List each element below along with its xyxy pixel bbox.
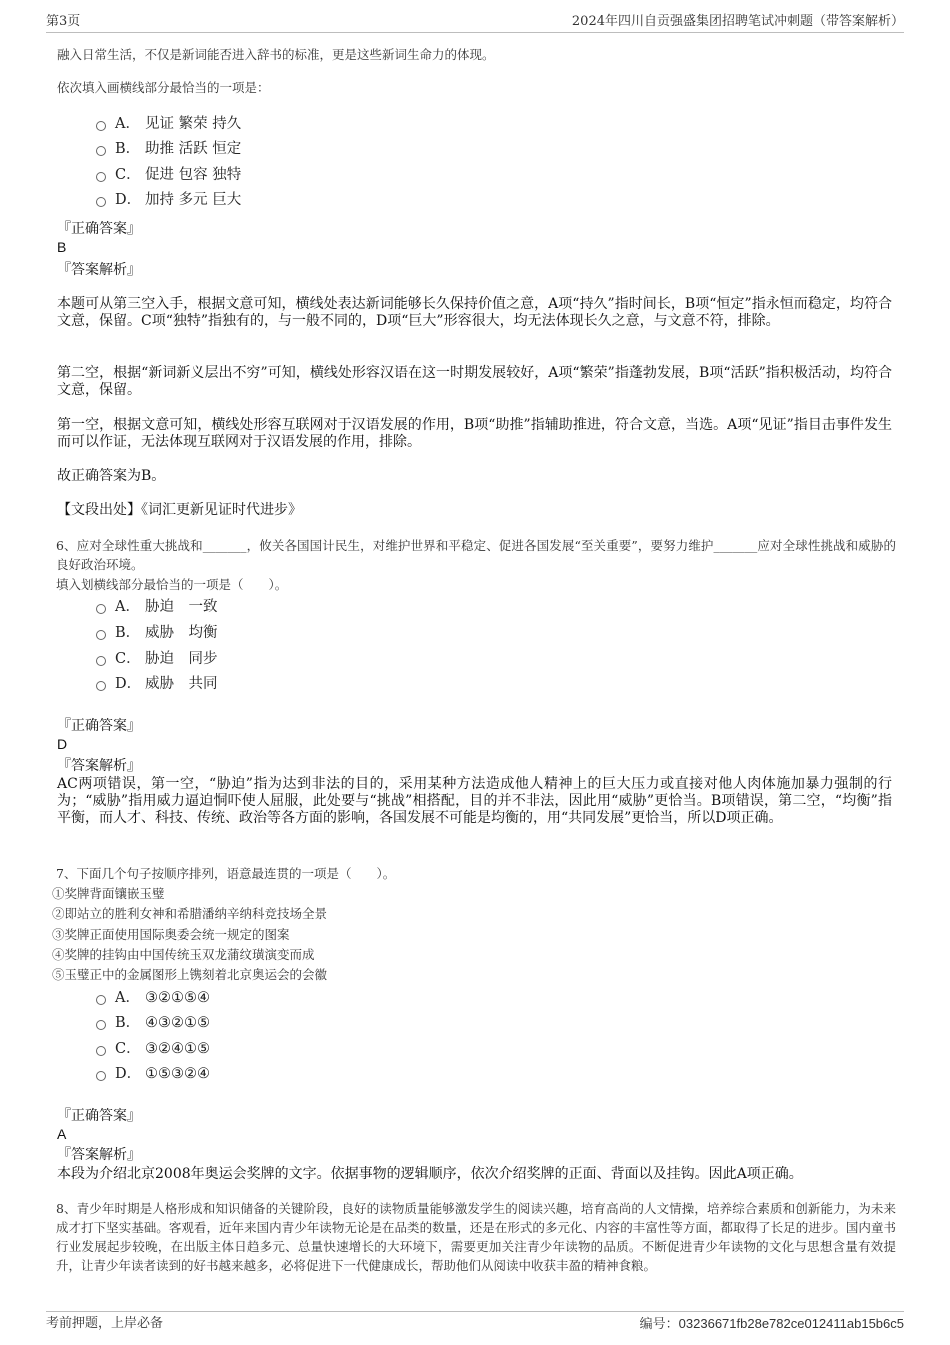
q6-option-c[interactable]: C． 胁迫 同步 [96, 649, 218, 669]
q5-analysis-para-3: 第一空，根据文意可知，横线处形容互联网对于汉语发展的作用，B项“助推”指辅助推进，符合文意，当选。A项“见证”指目击事件发生而可以作证，无法体现互联网对于汉语发展的作用，排除。 [57, 417, 892, 450]
radio-icon[interactable] [96, 172, 106, 182]
q7-answer: A [57, 1126, 67, 1142]
q7-sentence-5: ⑤玉璧正中的金属图形上镌刻着北京奥运会的会徽 [52, 967, 328, 982]
q5-analysis-para-1: 本题可从第三空入手，根据文意可知，横线处表达新词能够长久保持价值之意，A项“持久”指时间长，B项“恒定”指永恒而稳定，均符合文意，保留。C项“独特”指独有的，与一般不同的，D项“巨大”形容很大，均无法体现长久之意，与文意不符，排除。 [57, 296, 892, 329]
q5-analysis-label: 『答案解析』 [57, 262, 141, 278]
q6-analysis: AC两项错误，第一空，“胁迫”指为达到非法的目的，采用某种方法造成他人精神上的巨大压力或直接对他人肉体施加暴力强制的行为；“威胁”指用威力逼迫恫吓使人屈服，此处要与“挑战”相搭配，目的并不非法，因此用“威胁”更恰当。B项错误，第二空，“均衡”指平衡，而人才、科技、传统、政治等各方面的影响，各国发展不可能是均衡的，用“共同发展”更恰当，所以D项正确。 [57, 776, 892, 826]
q5-analysis-conclusion: 故正确答案为B。 [57, 468, 166, 484]
page-footer [46, 1311, 904, 1334]
document-title: 2024年四川自贡强盛集团招聘笔试冲刺题（带答案解析） [571, 14, 904, 29]
q6-option-b[interactable]: B． 威胁 均衡 [96, 623, 218, 643]
q5-option-c[interactable]: C． 促进 包容 独特 [96, 165, 241, 185]
radio-icon[interactable] [96, 197, 106, 207]
q5-option-b[interactable]: B． 助推 活跃 恒定 [96, 139, 241, 159]
page-header [46, 12, 904, 33]
q7-sentence-1: ①奖牌背面镶嵌玉璧 [52, 886, 165, 901]
q5-stem-continuation: 融入日常生活，不仅是新词能否进入辞书的标准，更是这些新词生命力的体现。 [57, 47, 495, 62]
q6-option-d[interactable]: D． 威胁 共同 [96, 674, 218, 694]
q5-answer: B [57, 239, 67, 255]
q7-option-a[interactable]: A． ③②①⑤④ [96, 988, 210, 1008]
q5-option-a[interactable]: A． 见证 繁荣 持久 [96, 114, 241, 134]
radio-icon[interactable] [96, 995, 106, 1005]
document-code-value: 03236671fb28e782ce012411ab15b6c5 [678, 1316, 904, 1331]
q6-answer-label: 『正确答案』 [57, 718, 141, 734]
radio-icon[interactable] [96, 681, 106, 691]
q7-sentence-4: ④奖牌的挂钩由中国传统玉双龙蒲纹璜演变而成 [52, 947, 315, 962]
q7-sentence-2: ②即站立的胜利女神和希腊潘纳辛纳科竞技场全景 [52, 906, 328, 921]
q5-source: 【文段出处】《词汇更新见证时代进步》 [57, 502, 302, 518]
radio-icon[interactable] [96, 630, 106, 640]
page-number: 第3页 [46, 14, 81, 29]
document-code-label: 编号： [639, 1317, 679, 1332]
q7-analysis-label: 『答案解析』 [57, 1147, 141, 1163]
q5-analysis-para-2: 第二空，根据“新词新义层出不穷”可知，横线处形容汉语在这一时期发展较好，A项“繁荣”指蓬勃发展，B项“活跃”指积极活动，均符合文意，保留。 [57, 365, 892, 398]
q6-analysis-label: 『答案解析』 [57, 758, 141, 774]
q7-sentence-3: ③奖牌正面使用国际奥委会统一规定的图案 [52, 927, 290, 942]
q8-stem: 8、青少年时期是人格形成和知识储备的关键阶段，良好的读物质量能够激发学生的阅读兴趣，培育高尚的人文情操，培养综合素质和创新能力，为未来成才打下坚实基础。客观看，近年来国内青少年读物无论是在品类的数量，还是在形式的多元化、内容的丰富性等方面，都取得了长足的进步。国内童书行业发展起步较晚，在出版主体日趋多元、总量快速增长的大环境下，需要更加关注青少年读物的品质。不断促进青少年读物的文化与思想含量有效提升，让青少年读者读到的好书越来越多，必将促进下一代健康成长，帮助他们从阅读中收获丰盈的精神食粮。 [56, 1201, 896, 1273]
q6-answer: D [57, 736, 68, 752]
radio-icon[interactable] [96, 1071, 106, 1081]
footer-slogan: 考前押题，上岸必备 [46, 1316, 164, 1331]
q7-option-c[interactable]: C． ③②④①⑤ [96, 1039, 210, 1059]
radio-icon[interactable] [96, 146, 106, 156]
q5-prompt: 依次填入画横线部分最恰当的一项是： [57, 80, 270, 95]
q5-answer-label: 『正确答案』 [57, 221, 141, 237]
document-code [640, 1314, 904, 1335]
radio-icon[interactable] [96, 121, 106, 131]
q7-answer-label: 『正确答案』 [57, 1108, 141, 1124]
q6-prompt: 填入划横线部分最恰当的一项是（ ）。 [56, 577, 288, 592]
q7-analysis: 本段为介绍北京2008年奥运会奖牌的文字。依据事物的逻辑顺序，依次介绍奖牌的正面、背面以及挂钩。因此A项正确。 [57, 1166, 803, 1182]
q5-option-d[interactable]: D． 加持 多元 巨大 [96, 190, 241, 210]
q7-option-d[interactable]: D． ①⑤③②④ [96, 1064, 210, 1084]
q6-stem: 6、应对全球性重大挑战和_______，攸关各国国计民生，对维护世界和平稳定、促进各国发展“至关重要”，要努力维护_______应对全球性挑战和威胁的良好政治环境。 [56, 538, 896, 572]
radio-icon[interactable] [96, 656, 106, 666]
q7-stem: 7、下面几个句子按顺序排列，语意最连贯的一项是（ ）。 [56, 866, 396, 881]
q6-option-a[interactable]: A． 胁迫 一致 [96, 597, 218, 617]
radio-icon[interactable] [96, 604, 106, 614]
radio-icon[interactable] [96, 1020, 106, 1030]
radio-icon[interactable] [96, 1046, 106, 1056]
q7-option-b[interactable]: B． ④③②①⑤ [96, 1013, 210, 1033]
